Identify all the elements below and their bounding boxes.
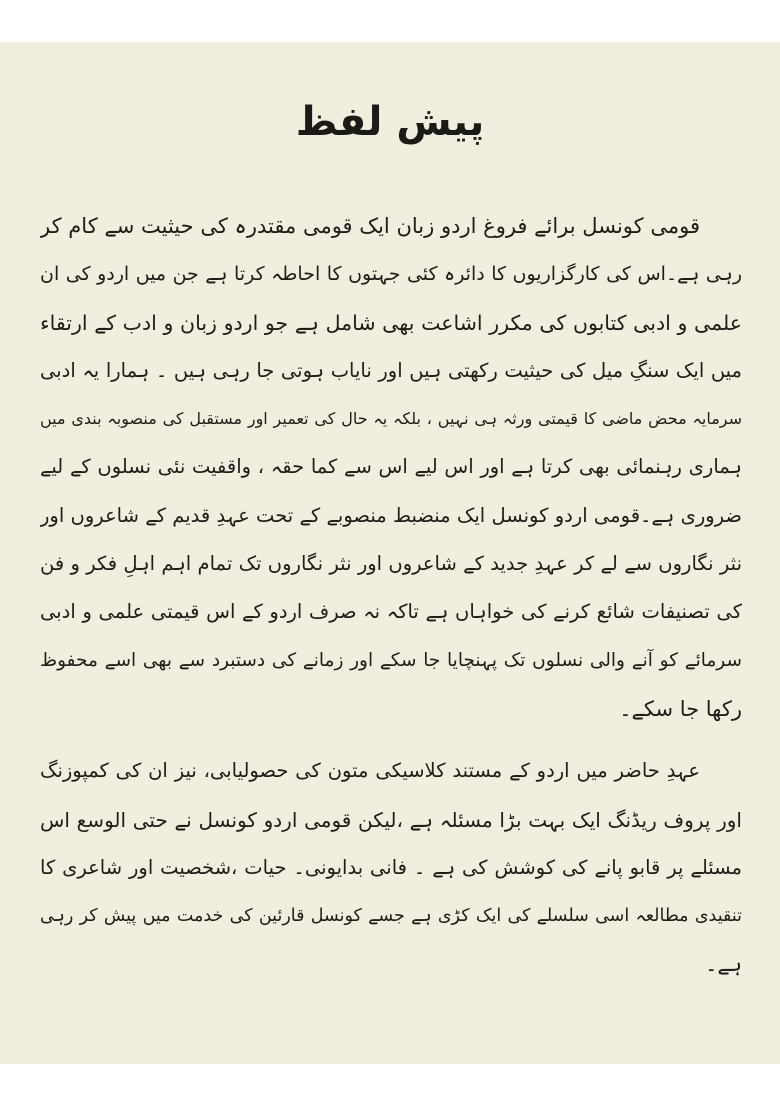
text-line: رہی ہے۔اس کی کارگزاریوں کا دائرہ کئی جہتوں کا احاطہ کرتا ہے جن میں اردو کی ان bbox=[40, 263, 742, 286]
text-line: سرمائے کو آنے والی نسلوں تک پہنچایا جا سکے اور زمانے کی دستبرد سے بھی اسے محفوظ bbox=[40, 649, 742, 671]
text-line: رکھا جا سکے۔ bbox=[619, 696, 742, 721]
text-line: قومی کونسل برائے فروغ اردو زبان ایک قومی مقتدرہ کی حیثیت سے کام کر bbox=[40, 214, 700, 238]
paragraph-1 bbox=[40, 202, 742, 733]
paragraph-2 bbox=[40, 747, 742, 988]
text-line: نثر نگاروں سے لے کر عہدِ جدید کے شاعروں اور نثر نگاروں تک تمام اہم اہلِ فکر و فن bbox=[40, 552, 742, 576]
text-line: ہماری رہنمائی بھی کرتا ہے اور اس لیے اس سے کما حقہ ، واقفیت نئی نسلوں کے لیے bbox=[40, 455, 742, 479]
text-line: تنقیدی مطالعہ اسی سلسلے کی ایک کڑی ہے جسے کونسل قارئین کی خدمت میں پیش کر رہی bbox=[40, 906, 742, 927]
text-line: اور پروف ریڈنگ ایک بہت بڑا مسئلہ ہے ،لیکن قومی اردو کونسل نے حتی الوسع اس bbox=[40, 807, 742, 832]
preface-body bbox=[40, 202, 742, 989]
text-line: مسئلے پر قابو پانے کی کوشش کی ہے ۔ فانی بدایونی۔ حیات ،شخصیت اور شاعری کا bbox=[40, 855, 742, 879]
page-title: پیش لفظ bbox=[295, 99, 485, 145]
text-line: ضروری ہے۔قومی اردو کونسل ایک منضبط منصوبے کے تحت عہدِ قدیم کے شاعروں اور bbox=[40, 503, 742, 527]
book-page bbox=[0, 42, 780, 1064]
text-line: سرمایہ محض ماضی کا قیمتی ورثہ ہی نہیں ، بلکہ یہ حال کی تعمیر اور مستقبل کی منصوبہ بندی میں bbox=[40, 409, 742, 429]
paragraph-gap bbox=[40, 733, 742, 747]
text-line: میں ایک سنگِ میل کی حیثیت رکھتی ہیں اور نایاب ہوتی جا رہی ہیں ۔ ہمارا یہ ادبی bbox=[40, 358, 742, 382]
text-line: کی تصنیفات شائع کرنے کی خواہاں ہے تاکہ نہ صرف اردو کے اس قیمتی علمی و ادبی bbox=[40, 600, 742, 624]
text-line: علمی و ادبی کتابوں کی مکرر اشاعت بھی شامل ہے جو اردو زبان و ادب کے ارتقاء bbox=[40, 310, 742, 335]
text-line: ہے۔ bbox=[705, 952, 742, 977]
text-line: عہدِ حاضر میں اردو کے مستند کلاسیکی متون کی حصولیابی، نیز ان کی کمپوزنگ bbox=[40, 759, 700, 783]
